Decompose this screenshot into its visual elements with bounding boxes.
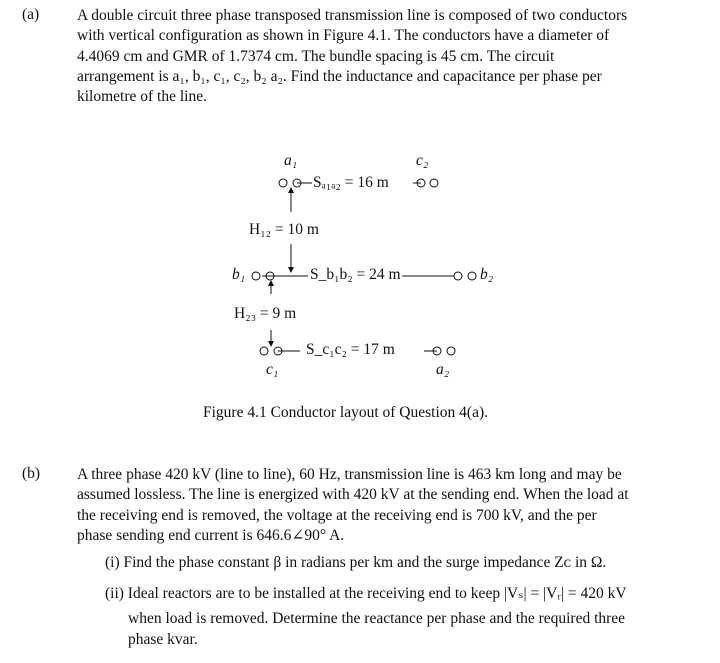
- label-a2: a₂: [436, 361, 450, 378]
- figure-caption: Figure 4.1 Conductor layout of Question 4(a).: [203, 404, 488, 421]
- label-h23: H₂₃ = 9 m: [234, 305, 297, 322]
- part-a-line: A double circuit three phase transposed transmission line is composed of two conductors: [77, 7, 628, 24]
- h23-arrowhead-down: [268, 341, 274, 347]
- part-b-item-ii: (ii) Ideal reactors are to be installed at the receiving end to keep |Vₛ| = |Vᵣ| = 420 kV: [105, 585, 627, 602]
- conductor-c1-left: [260, 347, 268, 355]
- part-b-line: A three phase 420 kV (line to line), 60 Hz, transmission line is 463 km long and may be: [77, 466, 622, 483]
- part-b-label: (b): [22, 465, 41, 482]
- conductor-a1-left: [279, 179, 287, 187]
- conductor-a2-right: [447, 347, 455, 355]
- part-a-line: with vertical configuration as shown in Figure 4.1. The conductors have a diameter of: [77, 27, 610, 45]
- label-h12: H₁₂ = 10 m: [249, 221, 319, 238]
- part-b-line: the receiving end is removed, the voltage at the receiving end is 700 kV, and the per: [77, 506, 597, 524]
- h23-arrowhead-up: [268, 280, 274, 286]
- label-a1: a₁: [284, 152, 298, 169]
- conductor-c2-right: [430, 179, 438, 187]
- part-b-paragraph: [77, 465, 699, 546]
- h12-arrowhead-down: [288, 267, 294, 273]
- part-a-label: (a): [22, 6, 40, 23]
- part-b-item-ii-cont: phase kvar.: [128, 631, 198, 648]
- label-s-b1b2: S_b₁b₂ = 24 m: [310, 266, 401, 283]
- label-b2: b₂: [480, 266, 494, 283]
- part-a-line: arrangement is a₁, b₁, c₁, c₂, b₂ a₂. Find the inductance and capacitance per phase per: [77, 67, 602, 85]
- label-c1: c₁: [266, 361, 279, 378]
- label-s-c1c2: S_c₁c₂ = 17 m: [306, 341, 395, 358]
- part-a-line: 4.4069 cm and GMR of 1.7374 cm. The bundle spacing is 45 cm. The circuit: [77, 47, 555, 65]
- label-c2: c₂: [416, 152, 429, 169]
- part-b-line: phase sending end current is 646.6∠90° A.: [77, 526, 345, 544]
- h12-arrowhead-up: [288, 187, 294, 193]
- conductor-b1-left: [252, 272, 260, 280]
- label-b1: b₁: [232, 266, 246, 283]
- part-b-item-ii-cont: when load is removed. Determine the reactance per phase and the required three: [128, 610, 626, 627]
- label-s-a1a2: Sₐ₁ₐ₂ = 16 m: [313, 174, 389, 191]
- part-a-line: kilometre of the line.: [77, 88, 207, 106]
- conductor-b2-left: [454, 272, 462, 280]
- conductor-b2-right: [468, 272, 476, 280]
- part-b-line: assumed lossless. The line is energized with 420 kV at the sending end. When the load at: [77, 486, 629, 504]
- part-b-item-i: (i) Find the phase constant β in radians per km and the surge impedance Zᴄ in Ω.: [105, 554, 607, 571]
